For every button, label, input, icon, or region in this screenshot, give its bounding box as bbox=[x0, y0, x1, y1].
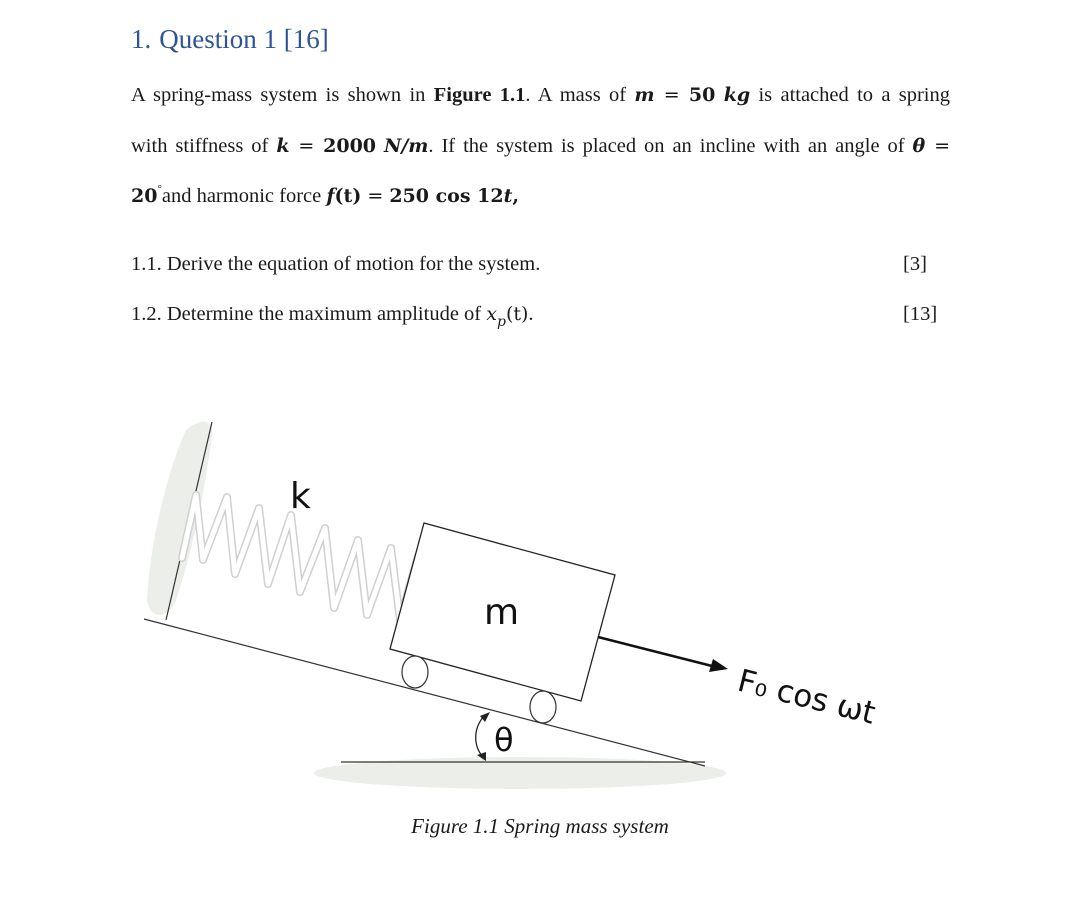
force-time: t bbox=[503, 185, 513, 207]
force-label: F₀ cos ωt bbox=[734, 662, 879, 732]
angle-arc bbox=[476, 716, 484, 758]
intro-text: and harmonic force bbox=[161, 185, 327, 207]
angle-value: 20 bbox=[131, 185, 158, 207]
comma: , bbox=[512, 185, 519, 207]
heading-title: Question 1 [16] bbox=[159, 24, 329, 54]
stiffness-value: 2000 bbox=[323, 135, 377, 157]
figure-caption: Figure 1.1 Spring mass system bbox=[411, 814, 669, 838]
force-arrow-head bbox=[709, 659, 728, 672]
force-argument: (t) bbox=[334, 185, 362, 207]
equals-sign: = bbox=[361, 185, 390, 207]
mass-symbol: m bbox=[634, 84, 655, 106]
question-number: 1.2. bbox=[131, 303, 162, 325]
intro-text: A spring-mass system is shown in bbox=[131, 84, 434, 106]
equals-sign: = bbox=[289, 135, 324, 157]
spring-label: k bbox=[290, 476, 311, 517]
intro-text: is attached to a spring bbox=[750, 84, 950, 106]
wheel-left bbox=[402, 656, 428, 688]
question-number: 1.1. bbox=[131, 253, 162, 275]
wheel-right bbox=[530, 691, 556, 723]
stiffness-symbol: k bbox=[276, 135, 290, 157]
angle-label: θ bbox=[494, 721, 514, 759]
equals-sign: = bbox=[654, 84, 689, 106]
intro-text: . A mass of bbox=[525, 84, 635, 106]
mass-label: m bbox=[484, 592, 520, 633]
question-text: Derive the equation of motion for the system. bbox=[166, 253, 541, 275]
question-1-1-marks: [3] bbox=[903, 253, 927, 275]
question-1-2-marks: [13] bbox=[903, 303, 938, 325]
math-argument: (t) bbox=[505, 303, 529, 325]
degree-sign: ° bbox=[157, 183, 162, 195]
force-value: 250 cos 12 bbox=[389, 185, 504, 207]
math-subscript: p bbox=[496, 314, 506, 330]
heading-number: 1. bbox=[131, 24, 152, 54]
period: . bbox=[528, 303, 534, 325]
figure-reference: Figure 1.1 bbox=[433, 84, 526, 106]
force-symbol: f bbox=[326, 185, 335, 207]
force-arrow-line bbox=[598, 637, 712, 666]
intro-text: with stiffness of bbox=[131, 135, 277, 157]
stiffness-unit: N/m bbox=[383, 135, 429, 157]
theta-symbol: θ bbox=[912, 135, 926, 157]
mass-unit: kg bbox=[723, 84, 751, 106]
math-x: x bbox=[486, 303, 497, 325]
mass-value: 50 bbox=[688, 84, 716, 106]
angle-arrow-top bbox=[480, 712, 490, 722]
question-text: Determine the maximum amplitude of bbox=[166, 303, 487, 325]
equals-sign: = bbox=[925, 135, 950, 157]
intro-text: . If the system is placed on an incline with an angle of bbox=[428, 135, 913, 157]
